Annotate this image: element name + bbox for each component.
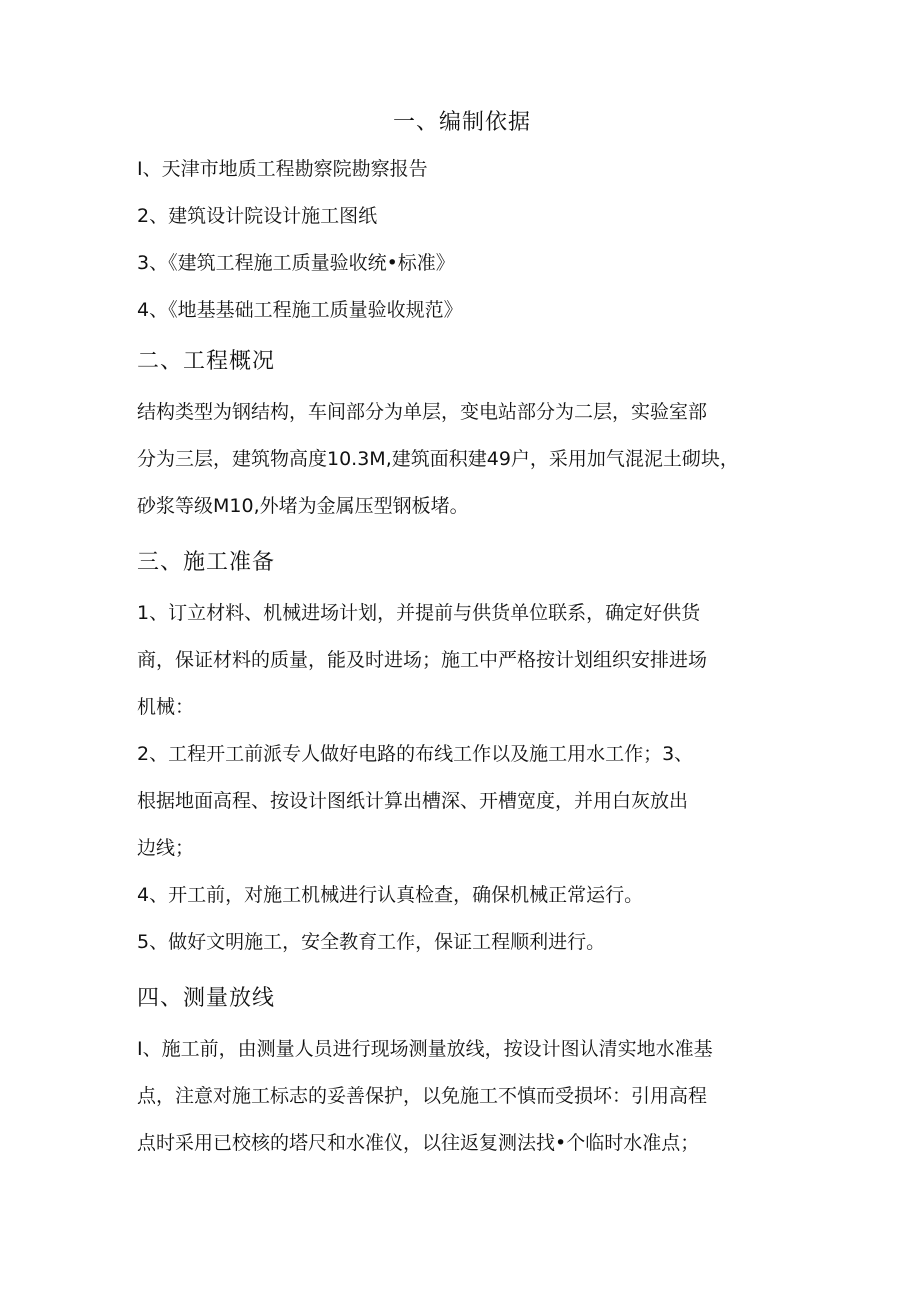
basis-item-3: 3、《建筑工程施工质量验收统•标准》	[137, 252, 455, 274]
preparation-line-3: 机械：	[137, 696, 195, 718]
preparation-line-5: 根据地面高程、按设计图纸计算出槽深、开槽宽度，并用白灰放出	[137, 790, 689, 812]
preparation-line-4: 2、工程开工前派专人做好电路的布线工作以及施工用水工作；3、	[137, 743, 694, 765]
preparation-line-1: 1、订立材料、机械进场计划，并提前与供货单位联系，确定好供货	[137, 602, 701, 624]
survey-line-3: 点时采用已校核的塔尺和水准仪，以往返复测法找•个临时水准点；	[137, 1132, 700, 1154]
survey-line-1: I、施工前，由测量人员进行现场测量放线，按设计图认清实地水准基	[137, 1038, 713, 1060]
basis-item-1: I、天津市地质工程勘察院勘察报告	[137, 158, 428, 180]
preparation-line-7: 4、开工前，对施工机械进行认真检查，确保机械正常运行。	[137, 884, 644, 906]
document-body	[137, 104, 787, 1167]
survey-line-2: 点，注意对施工标志的妥善保护，以免施工不慎而受损坏：引用高程	[137, 1085, 708, 1107]
overview-line-1: 结构类型为钢结构，车间部分为单层，变电站部分为二层，实验室部	[137, 401, 708, 423]
section-heading-survey: 四、测量放线	[137, 986, 276, 1011]
preparation-line-8: 5、做好文明施工，安全教育工作，保证工程顺利进行。	[137, 931, 606, 953]
overview-line-3: 砂浆等级M10,外堵为金属压型钢板堵。	[137, 495, 469, 517]
preparation-line-2: 商，保证材料的质量，能及时进场；施工中严格按计划组织安排进场	[137, 649, 708, 671]
section-heading-basis: 一、编制依据	[392, 110, 531, 135]
overview-line-2: 分为三层，建筑物高度10.3M,建筑面积建49户，采用加气混泥土砌块，	[137, 448, 739, 470]
section-heading-overview: 二、工程概况	[137, 349, 276, 374]
section-heading-preparation: 三、施工准备	[137, 550, 276, 575]
basis-item-2: 2、建筑设计院设计施工图纸	[137, 205, 378, 227]
preparation-line-6: 边线；	[137, 837, 195, 859]
basis-item-4: 4、《地基基础工程施工质量验收规范》	[137, 299, 463, 321]
